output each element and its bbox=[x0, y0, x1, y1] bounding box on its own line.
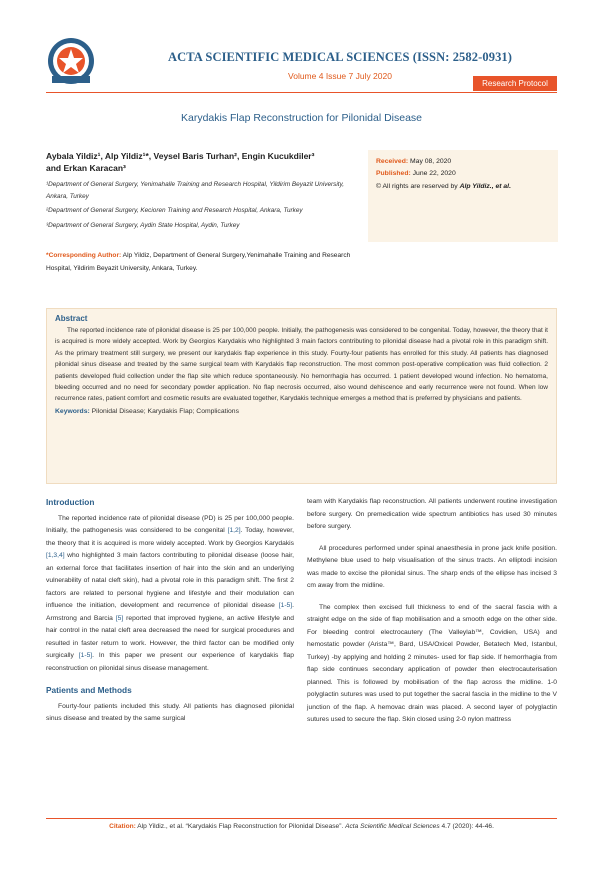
methods-paragraph: Fourty-four patients included this study. All patients has diagnosed pilonidal sinus disease and treated by the same surgical bbox=[46, 702, 294, 722]
abstract-text: The reported incidence rate of pilonidal disease is 25 per 100,000 people. Initially, the pathogenesis was considered to be congenital. Today, however, the theory that it is acquired is more widely accepted. Work by Georgios Karydakis who highlighted 3 main factors contributing to pilonidal disease had a pivotal role in this paradigm shift. As the primary treatment still surgery, we present our karydakis flap experience in this study. Fourty-four patients has enrolled for this study. All patients has diagnosed pilonidal sinus disease and treated by the same surgical team with Karydakis flap reconstruction. The most common post-operative complication was fluid collection. 2 patients developed fluid collection under the flap site which reduce spontaneously. No hemorrhagia has occurred. 1 patient developed wound infection. No hematoma, bleeding occurred and no need for secondary powder application. No flap necrosis occurred, also wound dehiscence and early recurrence were not found. When low recurrence rates, patient comfort and cosmetic results are evaluated together, Karydakis technique emerges a method that is preferred by physicians and patients. bbox=[55, 327, 548, 403]
citation-volume: 4.7 (2020): 44-46. bbox=[439, 823, 494, 830]
right-column bbox=[307, 496, 557, 736]
keywords-label: Keywords: bbox=[55, 407, 90, 415]
issue-line: Volume 4 Issue 7 July 2020 bbox=[288, 71, 392, 81]
affiliation: ¹Department of General Surgery, Yenimahalle Training and Research Hospital, Yildirim Beyazit University, Ankara, Turkey bbox=[46, 181, 345, 200]
affiliations bbox=[46, 179, 364, 234]
authors-line: and Erkan Karacan³ bbox=[46, 163, 126, 173]
received-label: Received: bbox=[376, 158, 409, 165]
citation-link[interactable]: [1,3,4] bbox=[46, 552, 65, 559]
left-column bbox=[46, 496, 294, 735]
author-list bbox=[46, 150, 366, 174]
rights-holder: Alp Yildiz., et al. bbox=[459, 182, 511, 190]
citation-text: Alp Yildiz., et al. “Karydakis Flap Reconstruction for Pilonidal Disease”. bbox=[135, 823, 346, 830]
affiliation: ³Department of General Surgery, Aydin State Hospital, Aydin, Turkey bbox=[46, 221, 240, 229]
body-paragraph: team with Karydakis flap reconstruction. All patients underwent routine investigation before surgery. On premedication wide spectrum antibiotics has used 30 minutes before surgery. bbox=[307, 498, 557, 530]
citation-link[interactable]: [1-5] bbox=[78, 652, 93, 659]
article-type-badge: Research Protocol bbox=[473, 76, 557, 91]
rights-text: © All rights are reserved by bbox=[376, 182, 460, 190]
journal-seal-icon bbox=[46, 36, 96, 86]
authors-line: Aybala Yildiz¹, Alp Yildiz¹*, Veysel Baris Turhan², Engin Kucukdiler³ bbox=[46, 151, 315, 161]
abstract-heading: Abstract bbox=[55, 314, 88, 323]
header-divider bbox=[46, 92, 557, 93]
body-paragraph: All procedures performed under spinal anaesthesia in prone jack knife position. Methylene blue used to help visualisation of the sinus tracts. An elliptodi incision was made to excise the pilonidal sinus. The sharp ends of the ellipse has incised 3 cm away from the midline. bbox=[307, 544, 557, 589]
keywords bbox=[55, 406, 548, 418]
introduction-paragraph: The reported incidence rate of pilonidal disease (PD) is 25 per 100,000 people. Initially, the pathogenesis was considered to be congenital [1,2]. Today, however, the theory that it is acquired is more widely accepted. Work by Georgios Karydakis [1,3,4] who highlighted 3 main factors contributing to pilonidal disease (loose hair, an external force that facilitates insertion of hair into the skin and an underlying vulnerability of natal cleft skin), had a pivotal role in this paradigm shift. The first 2 factors are related to personal hygiene and lifestyle and their modulation can influence the initiation, development and recurrence of pilonidal disease [1-5]. Armstrong and Barcia [5] reported that improved hygiene, an active lifestyle and hair control in the natal cleft area decreased the need for surgical procedures and resulted in faster return to work. However, the third factor can be modified only surgically [1-5]. In this paper we present our experience of karydakis flap reconstruction on pilonidal sinus disease management. bbox=[46, 514, 294, 672]
introduction-heading: Introduction bbox=[46, 497, 95, 507]
published-date: June 22, 2020 bbox=[410, 170, 456, 178]
citation-journal: Acta Scientific Medical Sciences bbox=[345, 823, 440, 830]
dates-box bbox=[368, 150, 558, 242]
article-title: Karydakis Flap Reconstruction for Pilonidal Disease bbox=[180, 112, 423, 124]
methods-heading: Patients and Methods bbox=[46, 685, 132, 695]
body-paragraph: The complex then excised full thickness to end of the sacral fascia with a straight edge on the side of flap mobilisation and a smooth edge on the other side. For bleeding control electrocautery (The Valleylab™, Covidien, USA) and hemostatic powder (Arista™, Bard, USA/Oxicel Powder, Betatech Med, Istanbul, Turkey) -by applying and holding 2 minutes- used for flap side. If hemorrhagia from flap side continues secondary application of powder then electrocauterisation planned. This is followed by mobilisation of the flap across the midline. 1-0 polyglactin sutures was used to put together the sacral fascia in the midline to the V junction of the flap. A hemovac drain was placed. A second layer of polyglactin sutures used to secure the flap. Skin closed using 2-0 nylon mattress bbox=[307, 603, 557, 723]
citation-link[interactable]: [5] bbox=[115, 614, 124, 622]
citation-label: Citation: bbox=[109, 823, 136, 830]
corresponding-author bbox=[46, 250, 364, 275]
abstract-box bbox=[46, 308, 557, 484]
journal-title: ACTA SCIENTIFIC MEDICAL SCIENCES (ISSN: 2582-0931) bbox=[167, 50, 513, 64]
published-label: Published: bbox=[376, 170, 411, 178]
citation-footer bbox=[46, 823, 557, 830]
keywords-text: Pilonidal Disease; Karydakis Flap; Complications bbox=[89, 407, 239, 415]
citation-link[interactable]: [1,2] bbox=[227, 527, 241, 534]
footer-divider bbox=[46, 818, 557, 819]
citation-link[interactable]: [1-5] bbox=[278, 602, 293, 609]
received-date: May 08, 2020 bbox=[408, 158, 452, 165]
corresponding-label: *Corresponding Author: bbox=[46, 252, 122, 259]
affiliation: ²Department of General Surgery, Kecioren Training and Research Hospital, Ankara, Turkey bbox=[46, 207, 303, 214]
corresponding-text: Alp Yildiz, Department of General Surgery,Yenimahalle Training and Research Hospital, Yildirim Beyazit University, Ankara, Turkey. bbox=[46, 252, 351, 272]
